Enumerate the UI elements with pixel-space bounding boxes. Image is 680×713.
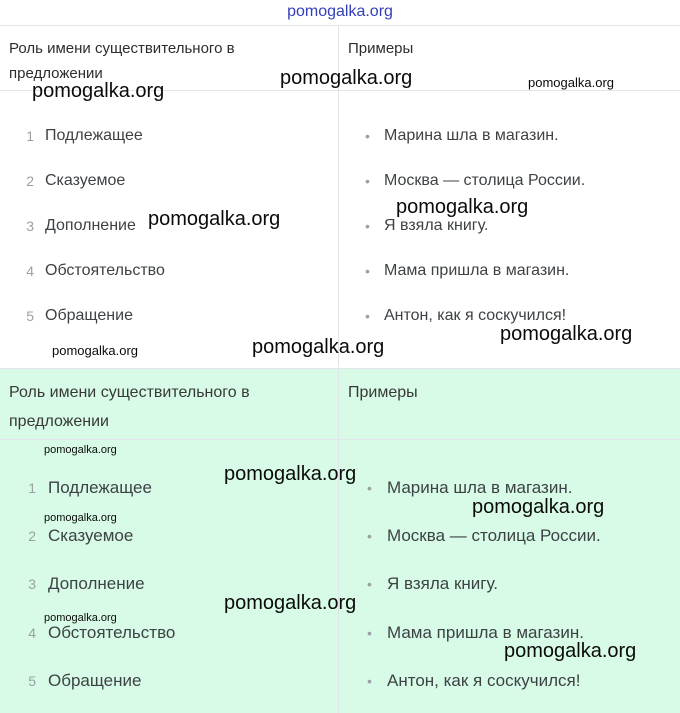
- role-label: Сказуемое: [48, 526, 134, 545]
- list-item: [339, 123, 680, 149]
- examples-column: [339, 26, 680, 367]
- bullet-icon: •: [367, 625, 372, 641]
- list-item: [339, 213, 680, 239]
- role-label: Обращение: [45, 307, 133, 324]
- watermark-text: pomogalka.org: [44, 612, 117, 624]
- roles-column-header: [0, 26, 338, 91]
- list-item: [0, 168, 338, 194]
- item-number: 4: [26, 263, 34, 279]
- watermark-text: pomogalka.org: [44, 444, 117, 456]
- roles-column: [0, 369, 339, 713]
- list-item: [0, 475, 338, 501]
- list-item: [339, 168, 680, 194]
- bullet-icon: •: [367, 576, 372, 592]
- item-number: 5: [26, 308, 34, 324]
- roles-table-green: [0, 368, 680, 713]
- watermark-text: pomogalka.org: [32, 80, 165, 102]
- bullet-icon: •: [367, 480, 372, 496]
- bullet-icon: •: [365, 263, 370, 279]
- bullet-icon: •: [367, 673, 372, 689]
- item-number: 2: [28, 528, 36, 544]
- example-text: Антон, как я соскучился!: [387, 671, 581, 690]
- list-item: [0, 213, 338, 239]
- role-label: Обращение: [48, 671, 142, 690]
- watermark-text: pomogalka.org: [396, 196, 529, 218]
- item-number: 2: [26, 173, 34, 189]
- list-item: [0, 123, 338, 149]
- example-text: Мама пришла в магазин.: [384, 262, 570, 279]
- roles-table-white: [0, 25, 680, 367]
- bullet-icon: •: [365, 128, 370, 144]
- example-text: Москва — столица России.: [387, 526, 601, 545]
- list-item: [339, 571, 680, 597]
- watermark-text: pomogalka.org: [224, 592, 357, 614]
- list-item: [339, 523, 680, 549]
- role-label: Подлежащее: [45, 127, 143, 144]
- list-item: [339, 668, 680, 694]
- list-item: [0, 620, 338, 646]
- roles-column-header-text: Роль имени существительного в предложении: [9, 384, 250, 430]
- item-number: 1: [28, 480, 36, 496]
- watermark-text: pomogalka.org: [500, 323, 633, 345]
- examples-column-header: [339, 26, 680, 91]
- roles-column-header-text: Роль имени существительного в предложении: [9, 40, 235, 82]
- list-item: [0, 668, 338, 694]
- watermark-text: pomogalka.org: [44, 512, 117, 524]
- watermark-text: pomogalka.org: [224, 463, 357, 485]
- role-label: Подлежащее: [48, 478, 152, 497]
- examples-column-header-text: Примеры: [348, 384, 418, 401]
- bullet-icon: •: [365, 308, 370, 324]
- item-number: 3: [26, 218, 34, 234]
- example-text: Марина шла в магазин.: [387, 478, 573, 497]
- example-text: Москва — столица России.: [384, 172, 586, 189]
- watermark-text: pomogalka.org: [148, 208, 281, 230]
- example-text: Я взяла книгу.: [384, 217, 489, 234]
- examples-column-header-text: Примеры: [348, 40, 414, 57]
- item-number: 4: [28, 625, 36, 641]
- roles-column: [0, 26, 339, 367]
- example-text: Антон, как я соскучился!: [384, 307, 567, 324]
- watermark-text: pomogalka.org: [472, 496, 605, 518]
- bullet-icon: •: [365, 173, 370, 189]
- examples-column: [339, 369, 680, 713]
- role-label: Обстоятельство: [48, 623, 176, 642]
- role-label: Дополнение: [48, 574, 145, 593]
- role-label: Обстоятельство: [45, 262, 165, 279]
- examples-column-header: [339, 369, 680, 440]
- example-text: Я взяла книгу.: [387, 574, 498, 593]
- item-number: 1: [26, 128, 34, 144]
- role-label: Дополнение: [45, 217, 136, 234]
- list-item: [339, 620, 680, 646]
- watermark-text: pomogalka.org: [504, 640, 637, 662]
- list-item: [339, 258, 680, 284]
- list-item: [0, 523, 338, 549]
- list-item: [339, 475, 680, 501]
- list-item: [0, 571, 338, 597]
- watermark-text: pomogalka.org: [280, 67, 413, 89]
- roles-column-header: [0, 369, 338, 440]
- site-header-link[interactable]: pomogalka.org: [287, 3, 393, 20]
- watermark-text: pomogalka.org: [528, 75, 614, 90]
- watermark-text: pomogalka.org: [252, 336, 385, 358]
- example-text: Марина шла в магазин.: [384, 127, 559, 144]
- watermark-text: pomogalka.org: [52, 343, 138, 358]
- example-text: Мама пришла в магазин.: [387, 623, 584, 642]
- bullet-icon: •: [367, 528, 372, 544]
- list-item: [339, 303, 680, 329]
- item-number: 3: [28, 576, 36, 592]
- list-item: [0, 258, 338, 284]
- list-item: [0, 303, 338, 329]
- bullet-icon: •: [365, 218, 370, 234]
- role-label: Сказуемое: [45, 172, 126, 189]
- item-number: 5: [28, 673, 36, 689]
